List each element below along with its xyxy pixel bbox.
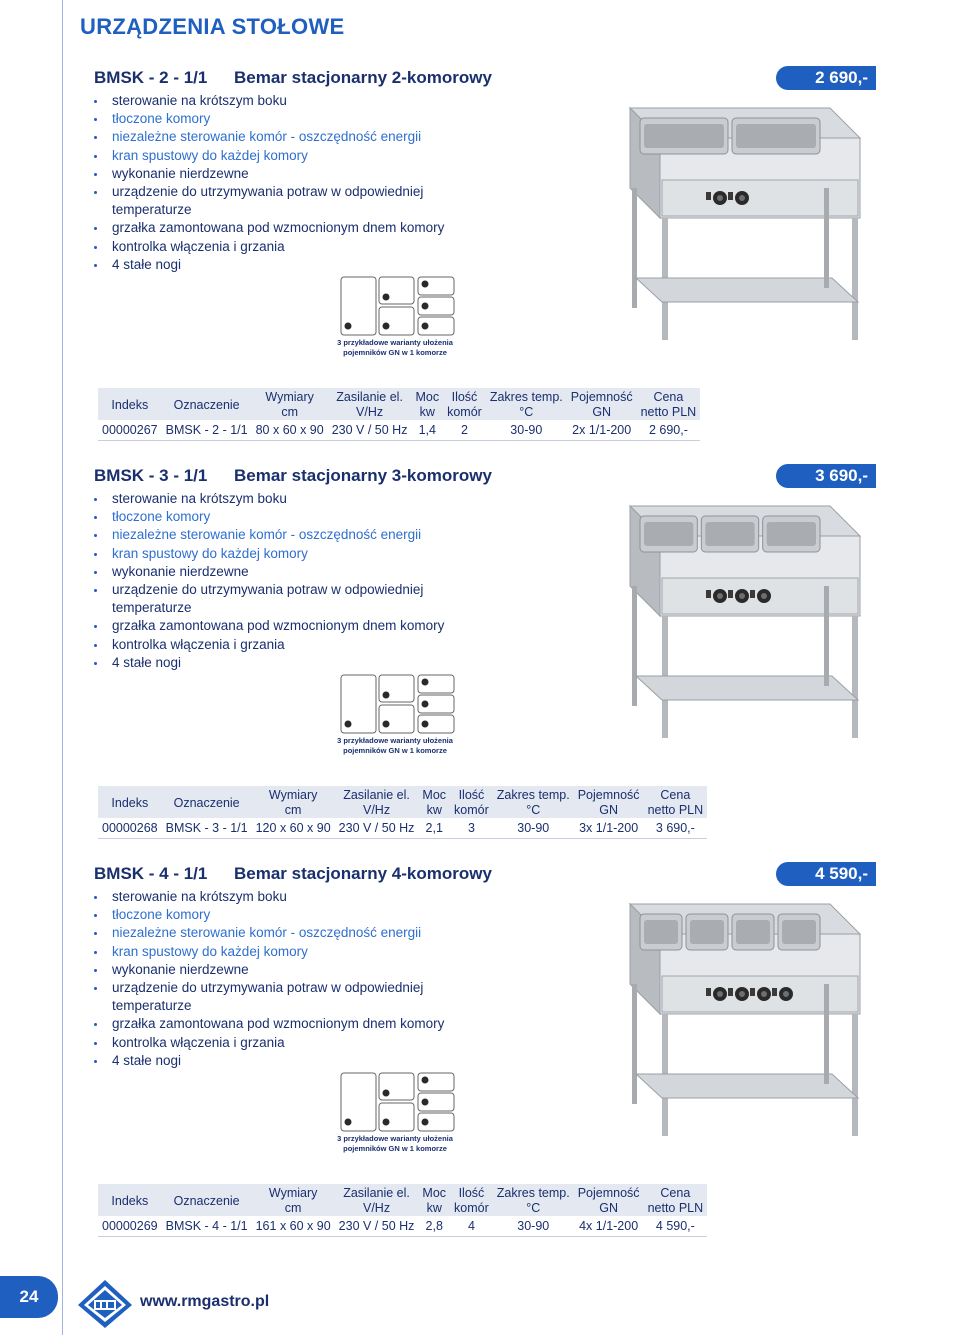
spec-table xyxy=(98,1184,707,1237)
cell-zasilanie: 230 V / 50 Hz xyxy=(328,420,412,440)
feature-item xyxy=(94,1034,444,1052)
unit-zakres: °C xyxy=(493,803,574,818)
unit-pojemnosc: GN xyxy=(567,405,637,420)
bullet-icon xyxy=(94,155,97,158)
caption-line-1: 3 przykładowe warianty ułożenia xyxy=(337,338,453,347)
cell-wymiary: 80 x 60 x 90 xyxy=(252,420,328,440)
unit-cena: netto PLN xyxy=(637,405,701,420)
price-badge: 3 690,- xyxy=(776,464,876,488)
feature-text: kran spustowy do każdej komory xyxy=(112,147,308,163)
bullet-icon xyxy=(94,662,97,665)
cell-moc: 1,4 xyxy=(411,420,443,440)
bullet-icon xyxy=(94,969,97,972)
model-code: BMSK - 4 - 1/1 xyxy=(94,864,208,883)
cell-indeks: 00000267 xyxy=(98,420,162,440)
feature-item xyxy=(94,526,444,544)
col-ilosc: Ilość xyxy=(443,388,486,405)
cell-ilosc: 3 xyxy=(450,818,493,838)
model-name: Bemar stacjonarny 3-komorowy xyxy=(234,466,492,485)
feature-item xyxy=(94,906,444,924)
model-code: BMSK - 2 - 1/1 xyxy=(94,68,208,87)
cell-zasilanie: 230 V / 50 Hz xyxy=(335,818,419,838)
cell-pojemnosc: 3x 1/1-200 xyxy=(574,818,644,838)
unit-cena: netto PLN xyxy=(644,803,708,818)
cell-zasilanie: 230 V / 50 Hz xyxy=(335,1216,419,1236)
col-oznaczenie: Oznaczenie xyxy=(162,388,252,420)
feature-item xyxy=(94,979,444,997)
col-cena: Cena xyxy=(644,786,708,803)
feature-item xyxy=(94,92,444,110)
cell-zakres: 30-90 xyxy=(493,818,574,838)
feature-text: niezależne sterowanie komór - oszczędność energii xyxy=(112,925,422,941)
bullet-icon xyxy=(94,896,97,899)
unit-pojemnosc: GN xyxy=(574,803,644,818)
feature-text: 4 stałe nogi xyxy=(112,654,182,670)
cell-indeks: 00000268 xyxy=(98,818,162,838)
col-zakres: Zakres temp. xyxy=(493,786,574,803)
cell-oznaczenie: BMSK - 3 - 1/1 xyxy=(162,818,252,838)
cell-moc: 2,8 xyxy=(418,1216,450,1236)
cell-cena: 2 690,- xyxy=(637,420,701,440)
feature-item xyxy=(94,961,444,979)
unit-wymiary: cm xyxy=(252,405,328,420)
unit-ilosc: komór xyxy=(443,405,486,420)
cell-oznaczenie: BMSK - 4 - 1/1 xyxy=(162,1216,252,1236)
bullet-icon xyxy=(94,589,97,592)
bullet-icon xyxy=(94,246,97,249)
bullet-icon xyxy=(94,118,97,121)
feature-item xyxy=(94,1015,444,1033)
cell-wymiary: 120 x 60 x 90 xyxy=(252,818,335,838)
unit-moc: kw xyxy=(418,1201,450,1216)
col-zasilanie: Zasilanie el. xyxy=(328,388,412,405)
feature-item xyxy=(94,545,444,563)
caption-line-1: 3 przykładowe warianty ułożenia xyxy=(337,1134,453,1143)
feature-text: niezależne sterowanie komór - oszczędność energii xyxy=(112,129,422,145)
unit-ilosc: komór xyxy=(450,803,493,818)
caption-line-2: pojemników GN w 1 komorze xyxy=(343,746,447,755)
feature-text: kran spustowy do każdej komory xyxy=(112,943,308,959)
bullet-icon xyxy=(94,516,97,519)
feature-text: tłoczone komory xyxy=(112,907,211,923)
col-zasilanie: Zasilanie el. xyxy=(335,786,419,803)
feature-item xyxy=(94,490,444,508)
price-badge: 4 590,- xyxy=(776,862,876,886)
feature-item xyxy=(94,201,444,219)
col-wymiary: Wymiary xyxy=(252,786,335,803)
bullet-icon xyxy=(94,227,97,230)
feature-item xyxy=(94,581,444,599)
bain-marie-product-image xyxy=(600,88,870,348)
unit-moc: kw xyxy=(418,803,450,818)
feature-text: 4 stałe nogi xyxy=(112,256,182,272)
feature-text: temperaturze xyxy=(112,600,192,616)
feature-text: grzałka zamontowana pod wzmocnionym dnem komory xyxy=(112,618,445,634)
feature-text: urządzenie do utrzymywania potraw w odpowiedniej xyxy=(112,980,424,996)
col-pojemnosc: Pojemność xyxy=(574,1184,644,1201)
feature-item xyxy=(94,943,444,961)
unit-ilosc: komór xyxy=(450,1201,493,1216)
feature-text: wykonanie nierdzewne xyxy=(112,165,249,181)
feature-item xyxy=(94,238,444,256)
cell-cena: 4 590,- xyxy=(644,1216,708,1236)
spec-table xyxy=(98,388,700,441)
caption-line-1: 3 przykładowe warianty ułożenia xyxy=(337,736,453,745)
unit-wymiary: cm xyxy=(252,803,335,818)
cell-zakres: 30-90 xyxy=(486,420,567,440)
feature-item xyxy=(94,219,444,237)
bullet-icon xyxy=(94,534,97,537)
cell-pojemnosc: 4x 1/1-200 xyxy=(574,1216,644,1236)
feature-list xyxy=(94,92,444,274)
model-heading xyxy=(94,864,492,884)
caption-line-2: pojemników GN w 1 komorze xyxy=(343,348,447,357)
page-number: 24 xyxy=(0,1276,58,1318)
bullet-icon xyxy=(94,553,97,556)
feature-text: tłoczone komory xyxy=(112,509,211,525)
feature-text: grzałka zamontowana pod wzmocnionym dnem komory xyxy=(112,220,445,236)
col-oznaczenie: Oznaczenie xyxy=(162,786,252,818)
product-section-2 xyxy=(0,68,960,468)
bullet-icon xyxy=(94,644,97,647)
feature-item xyxy=(94,888,444,906)
feature-text: sterowanie na krótszym boku xyxy=(112,889,287,904)
feature-item xyxy=(94,599,444,617)
feature-item xyxy=(94,924,444,942)
bullet-icon xyxy=(94,498,97,501)
bullet-icon xyxy=(94,1060,97,1063)
table-row xyxy=(98,420,700,440)
caption-line-2: pojemników GN w 1 komorze xyxy=(343,1144,447,1153)
feature-item xyxy=(94,183,444,201)
bullet-icon xyxy=(94,625,97,628)
bain-marie-product-image xyxy=(600,486,870,746)
table-row xyxy=(98,818,707,838)
unit-zasilanie: V/Hz xyxy=(328,405,412,420)
col-zasilanie: Zasilanie el. xyxy=(335,1184,419,1201)
col-indeks: Indeks xyxy=(98,388,162,420)
bain-marie-product-image xyxy=(600,884,870,1144)
feature-item xyxy=(94,256,444,274)
col-ilosc: Ilość xyxy=(450,786,493,803)
cell-oznaczenie: BMSK - 2 - 1/1 xyxy=(162,420,252,440)
col-moc: Moc xyxy=(418,786,450,803)
model-name: Bemar stacjonarny 4-komorowy xyxy=(234,864,492,883)
bullet-icon xyxy=(94,914,97,917)
unit-wymiary: cm xyxy=(252,1201,335,1216)
feature-text: temperaturze xyxy=(112,998,192,1014)
feature-text: kontrolka włączenia i grzania xyxy=(112,238,285,254)
feature-text: kontrolka włączenia i grzania xyxy=(112,1034,285,1050)
feature-text: 4 stałe nogi xyxy=(112,1052,182,1068)
feature-text: sterowanie na krótszym boku xyxy=(112,491,287,506)
cell-ilosc: 2 xyxy=(443,420,486,440)
feature-item xyxy=(94,563,444,581)
feature-list xyxy=(94,490,444,672)
feature-text: kontrolka włączenia i grzania xyxy=(112,636,285,652)
table-row xyxy=(98,1216,707,1236)
bullet-icon xyxy=(94,100,97,103)
col-zakres: Zakres temp. xyxy=(493,1184,574,1201)
col-wymiary: Wymiary xyxy=(252,1184,335,1201)
feature-text: wykonanie nierdzewne xyxy=(112,961,249,977)
col-moc: Moc xyxy=(411,388,443,405)
feature-text: wykonanie nierdzewne xyxy=(112,563,249,579)
bullet-icon xyxy=(94,173,97,176)
layout-caption xyxy=(310,1134,480,1154)
bullet-icon xyxy=(94,571,97,574)
col-cena: Cena xyxy=(637,388,701,405)
feature-item xyxy=(94,997,444,1015)
feature-item xyxy=(94,1052,444,1070)
product-section-3 xyxy=(0,466,960,866)
bullet-icon xyxy=(94,1042,97,1045)
bullet-icon xyxy=(94,191,97,194)
feature-item xyxy=(94,617,444,635)
feature-item xyxy=(94,165,444,183)
bullet-icon xyxy=(94,932,97,935)
bullet-icon xyxy=(94,264,97,267)
col-oznaczenie: Oznaczenie xyxy=(162,1184,252,1216)
cell-wymiary: 161 x 60 x 90 xyxy=(252,1216,335,1236)
spec-table xyxy=(98,786,707,839)
unit-zakres: °C xyxy=(493,1201,574,1216)
feature-list xyxy=(94,888,444,1070)
cell-zakres: 30-90 xyxy=(493,1216,574,1236)
model-name: Bemar stacjonarny 2-komorowy xyxy=(234,68,492,87)
page-title: URZĄDZENIA STOŁOWE xyxy=(80,14,345,39)
model-heading xyxy=(94,68,492,88)
col-cena: Cena xyxy=(644,1184,708,1201)
model-heading xyxy=(94,466,492,486)
cell-indeks: 00000269 xyxy=(98,1216,162,1236)
product-section-4 xyxy=(0,864,960,1264)
rm-gastro-logo xyxy=(76,1278,134,1330)
feature-item xyxy=(94,654,444,672)
unit-pojemnosc: GN xyxy=(574,1201,644,1216)
feature-item xyxy=(94,128,444,146)
bullet-icon xyxy=(94,987,97,990)
unit-moc: kw xyxy=(411,405,443,420)
cell-ilosc: 4 xyxy=(450,1216,493,1236)
col-pojemnosc: Pojemność xyxy=(574,786,644,803)
col-wymiary: Wymiary xyxy=(252,388,328,405)
feature-text: urządzenie do utrzymywania potraw w odpowiedniej xyxy=(112,582,424,598)
unit-cena: netto PLN xyxy=(644,1201,708,1216)
feature-text: niezależne sterowanie komór - oszczędność energii xyxy=(112,527,422,543)
layout-caption xyxy=(310,736,480,756)
col-moc: Moc xyxy=(418,1184,450,1201)
model-code: BMSK - 3 - 1/1 xyxy=(94,466,208,485)
feature-text: grzałka zamontowana pod wzmocnionym dnem komory xyxy=(112,1016,445,1032)
unit-zakres: °C xyxy=(486,405,567,420)
layout-caption xyxy=(310,338,480,358)
col-zakres: Zakres temp. xyxy=(486,388,567,405)
feature-item xyxy=(94,508,444,526)
cell-pojemnosc: 2x 1/1-200 xyxy=(567,420,637,440)
feature-item xyxy=(94,636,444,654)
cell-cena: 3 690,- xyxy=(644,818,708,838)
feature-text: urządzenie do utrzymywania potraw w odpowiedniej xyxy=(112,184,424,200)
unit-zasilanie: V/Hz xyxy=(335,803,419,818)
col-indeks: Indeks xyxy=(98,1184,162,1216)
feature-text: sterowanie na krótszym boku xyxy=(112,93,287,108)
feature-text: temperaturze xyxy=(112,202,192,218)
feature-text: tłoczone komory xyxy=(112,111,211,127)
bullet-icon xyxy=(94,1023,97,1026)
col-indeks: Indeks xyxy=(98,786,162,818)
cell-moc: 2,1 xyxy=(418,818,450,838)
website-link[interactable]: www.rmgastro.pl xyxy=(140,1293,270,1310)
feature-text: kran spustowy do każdej komory xyxy=(112,545,308,561)
price-badge: 2 690,- xyxy=(776,66,876,90)
feature-item xyxy=(94,110,444,128)
bullet-icon xyxy=(94,136,97,139)
bullet-icon xyxy=(94,951,97,954)
col-ilosc: Ilość xyxy=(450,1184,493,1201)
feature-item xyxy=(94,147,444,165)
unit-zasilanie: V/Hz xyxy=(335,1201,419,1216)
col-pojemnosc: Pojemność xyxy=(567,388,637,405)
